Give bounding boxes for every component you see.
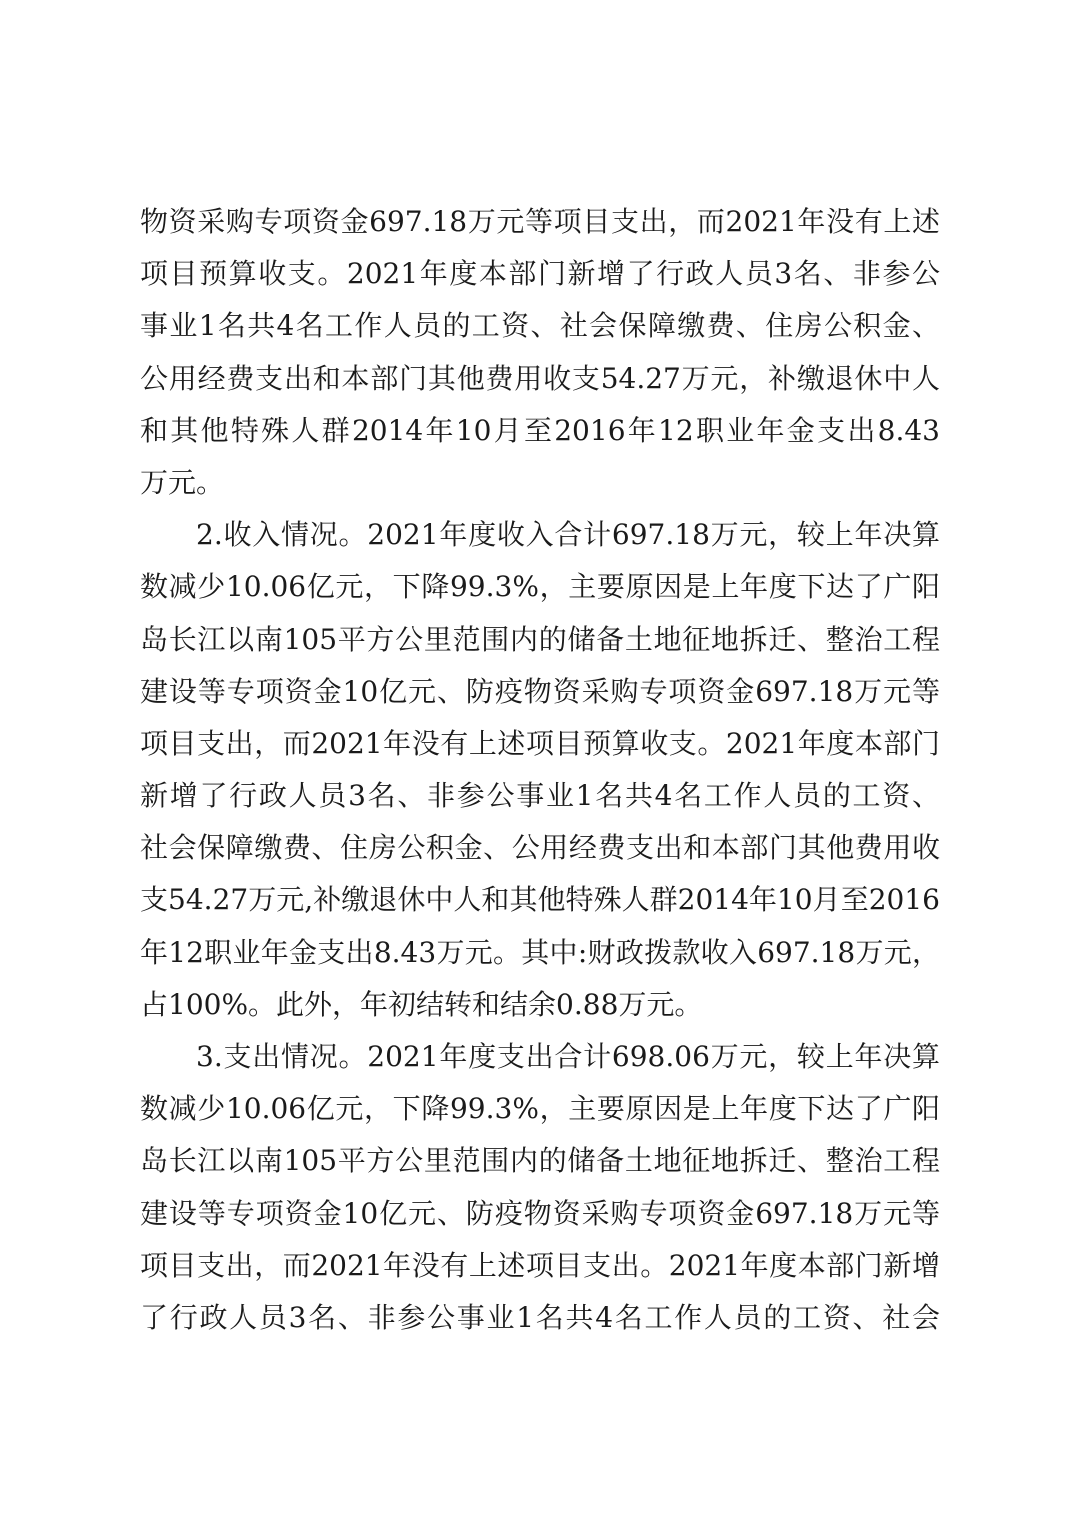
paragraph-3-line-2: 数减少10.06亿元，下降99.3%，主要原因是上年度下达了广阳	[140, 1092, 940, 1126]
paragraph-2-line-9: 年12职业年金支出8.43万元。其中:财政拨款收入697.18万元，	[140, 935, 940, 969]
paragraph-2-line-6: 新增了行政人员3名、非参公事业1名共4名工作人员的工资、	[140, 779, 940, 813]
paragraph-1-line-2: 项目预算收支。2021年度本部门新增了行政人员3名、非参公	[140, 257, 940, 291]
paragraph-2-line-5: 项目支出，而2021年没有上述项目预算收支。2021年度本部门	[140, 726, 940, 760]
paragraph-1-line-5: 和其他特殊人群2014年10月至2016年12职业年金支出8.43	[140, 413, 940, 447]
paragraph-2-line-2: 数减少10.06亿元，下降99.3%，主要原因是上年度下达了广阳	[140, 570, 940, 604]
paragraph-3-line-4: 建设等专项资金10亿元、防疫物资采购专项资金697.18万元等	[140, 1196, 940, 1230]
paragraph-2-line-4: 建设等专项资金10亿元、防疫物资采购专项资金697.18万元等	[140, 674, 940, 708]
paragraph-1-line-3: 事业1名共4名工作人员的工资、社会保障缴费、住房公积金、	[140, 309, 940, 343]
paragraph-3-line-6: 了行政人员3名、非参公事业1名共4名工作人员的工资、社会	[140, 1300, 940, 1334]
paragraph-2-line-7: 社会保障缴费、住房公积金、公用经费支出和本部门其他费用收	[140, 831, 940, 865]
paragraph-3-line-1: 3.支出情况。2021年度支出合计698.06万元，较上年决算	[196, 1040, 940, 1073]
paragraph-2-line-1: 2.收入情况。2021年度收入合计697.18万元，较上年决算	[196, 518, 940, 552]
paragraph-2-line-8: 支54.27万元,补缴退休中人和其他特殊人群2014年10月至2016	[140, 883, 940, 917]
paragraph-1-line-6: 万元。	[140, 465, 225, 499]
paragraph-2-line-10: 占100%。此外，年初结转和结余0.88万元。	[140, 987, 703, 1021]
paragraph-3-line-3: 岛长江以南105平方公里范围内的储备土地征地拆迁、整治工程	[140, 1144, 940, 1178]
paragraph-1-line-1: 物资采购专项资金697.18万元等项目支出，而2021年没有上述	[140, 205, 940, 238]
paragraph-2-line-3: 岛长江以南105平方公里范围内的储备土地征地拆迁、整治工程	[140, 622, 940, 656]
document-body	[140, 196, 940, 1344]
paragraph-3-line-5: 项目支出，而2021年没有上述项目支出。2021年度本部门新增	[140, 1248, 940, 1282]
paragraph-1-line-4: 公用经费支出和本部门其他费用收支54.27万元，补缴退休中人	[140, 361, 940, 395]
